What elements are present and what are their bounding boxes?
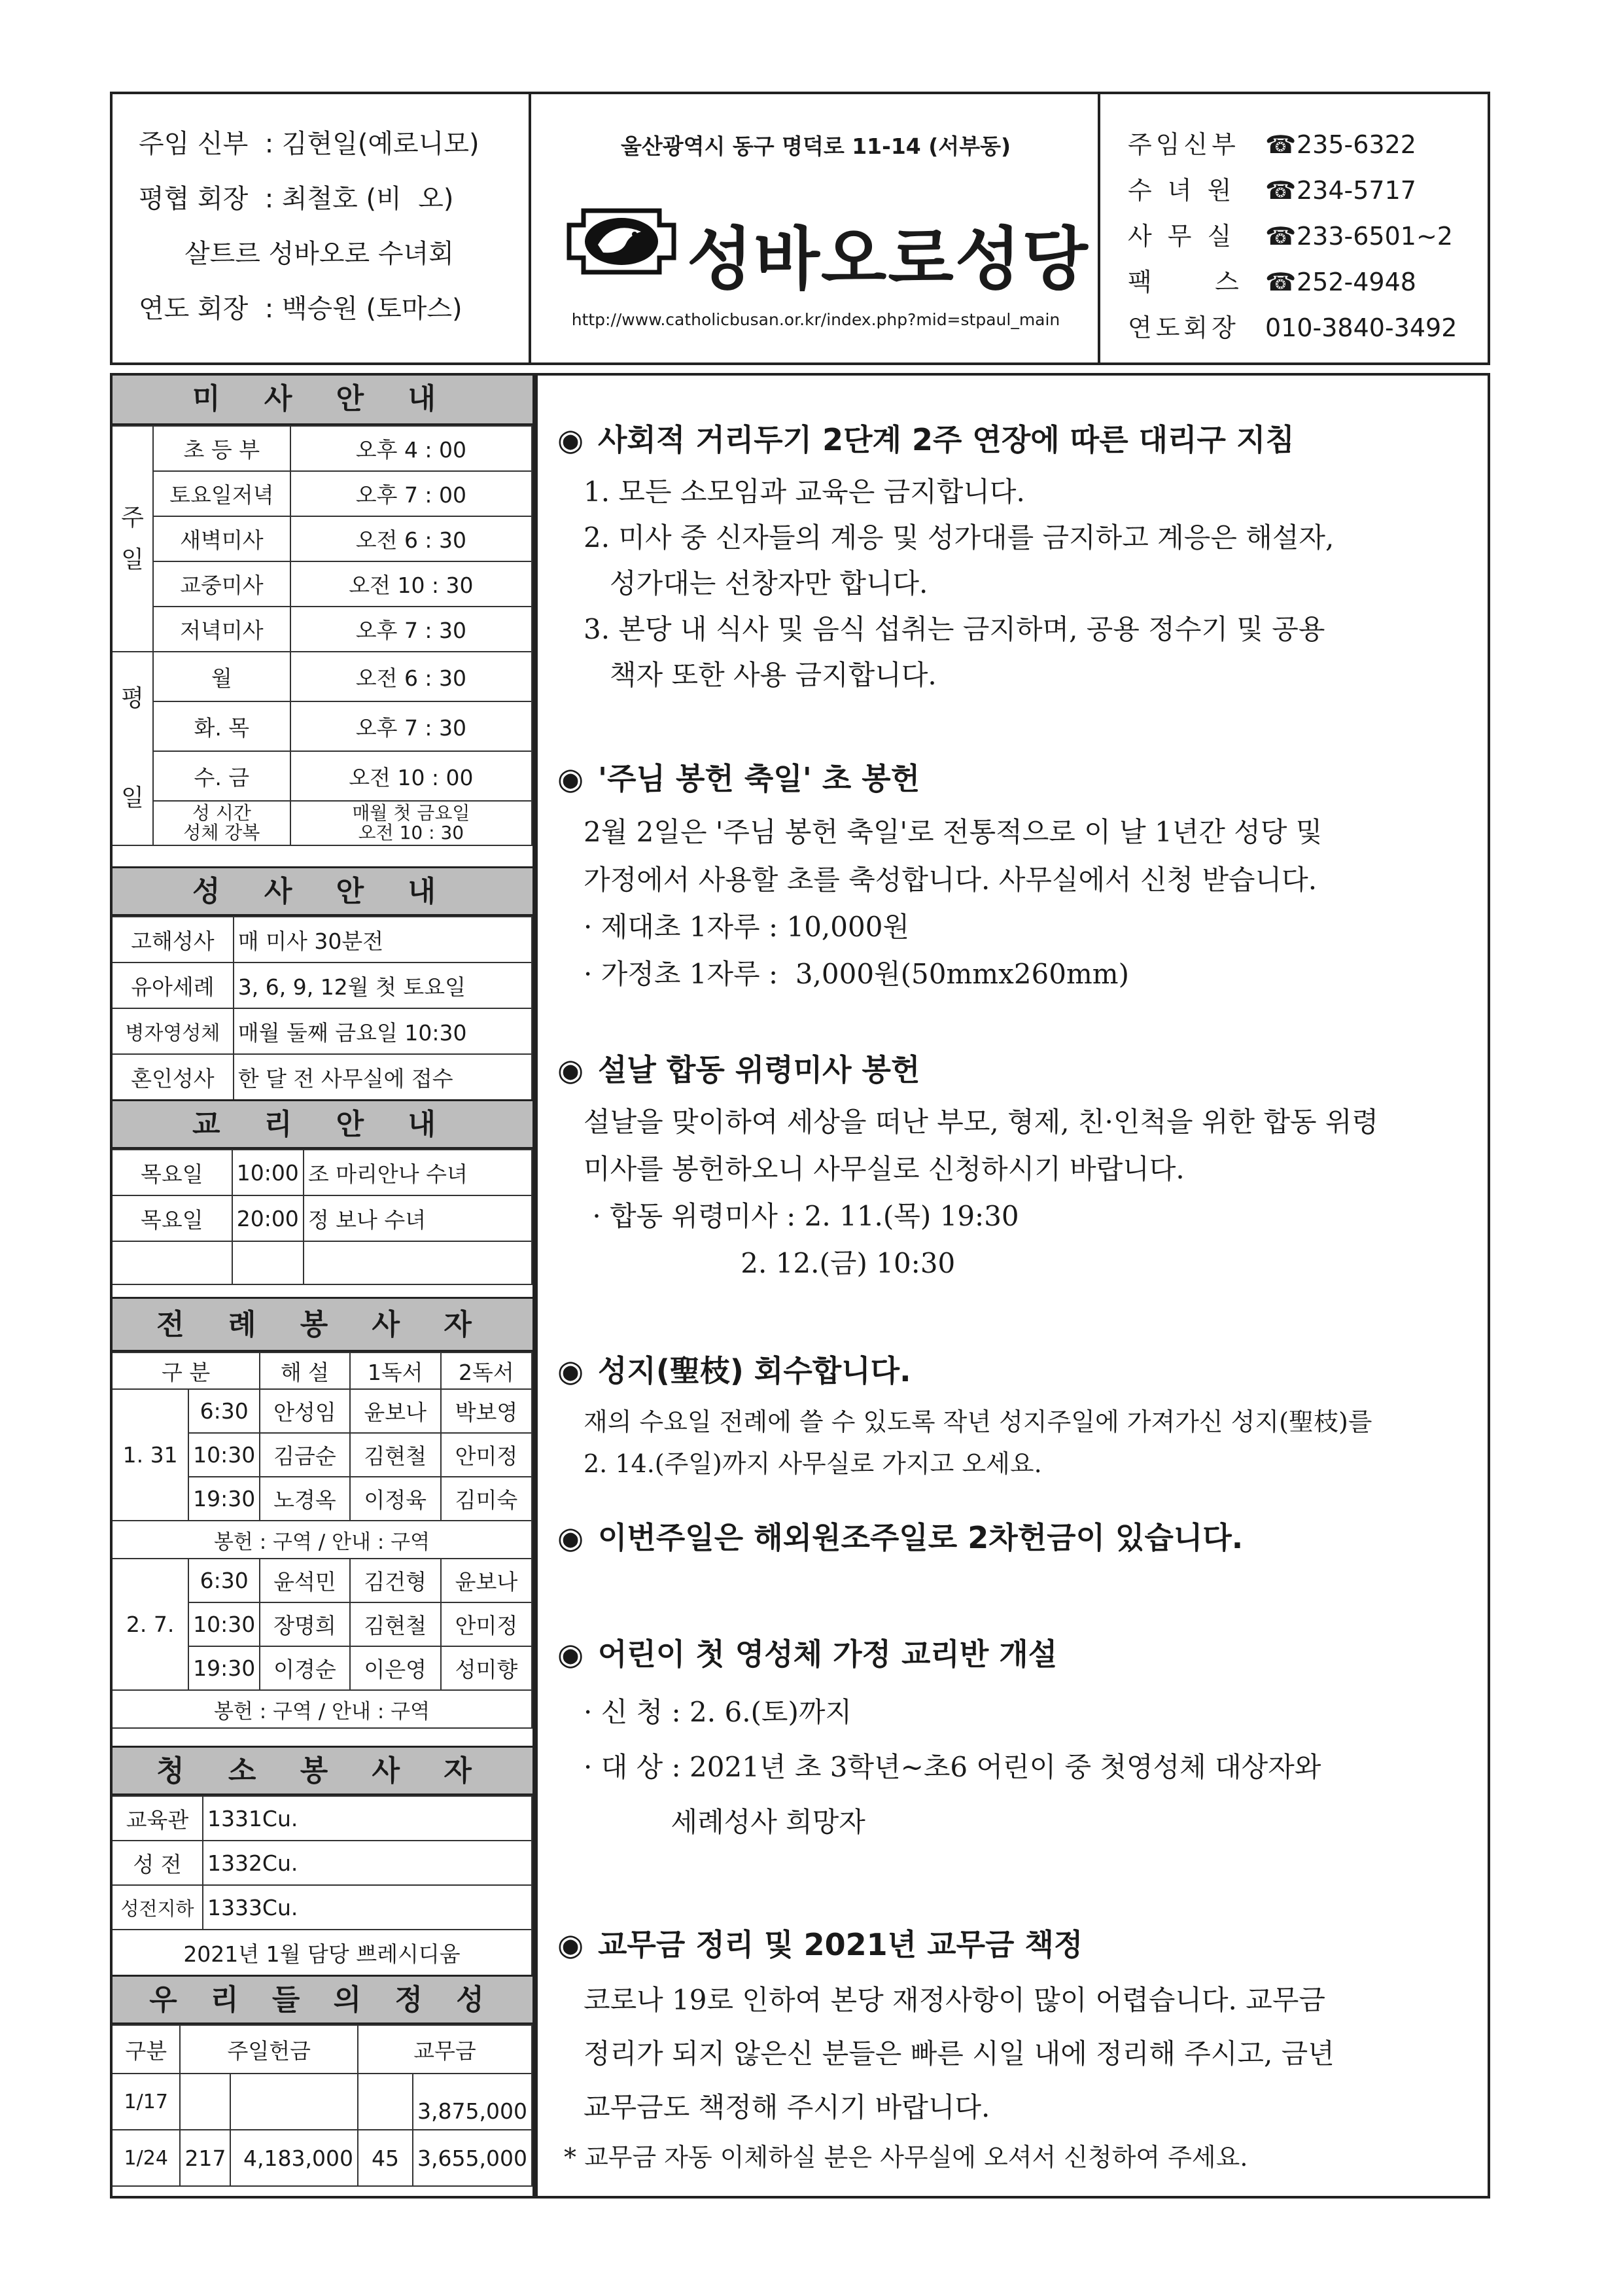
sacrament-info: 매 미사 30분전 bbox=[234, 917, 532, 963]
mass-name: 저녁미사 bbox=[153, 607, 290, 652]
bullet-icon: ◉ bbox=[557, 761, 584, 796]
contact-row bbox=[1128, 124, 1416, 160]
class-time: 20:00 bbox=[232, 1195, 304, 1241]
offerings-count bbox=[180, 2074, 230, 2130]
offerings-heading: 우 리 들 의 정 성 bbox=[113, 1975, 532, 2024]
mass-time: 오전 6 : 30 bbox=[290, 652, 532, 701]
liturgy-table bbox=[113, 1352, 532, 1729]
liturgy-date: 2. 7. bbox=[113, 1559, 188, 1690]
announcement-title bbox=[557, 1631, 1057, 1674]
announcement-title bbox=[557, 755, 920, 798]
liturgy-heading: 전 례 봉 사 자 bbox=[113, 1297, 532, 1352]
announcement-line: · 합동 위령미사 : 2. 11.(목) 19:30 bbox=[584, 1200, 1019, 1232]
adoration-name-1: 성 시간 bbox=[192, 802, 251, 824]
mass-time: 오후 7 : 30 bbox=[290, 607, 532, 652]
class-day: 목요일 bbox=[113, 1195, 232, 1241]
liturgy-person: 김현철 bbox=[350, 1433, 441, 1477]
contact-block bbox=[1100, 94, 1493, 362]
empty-cell bbox=[113, 1241, 232, 1284]
offerings-amount: 4,183,000 bbox=[230, 2130, 357, 2186]
offerings-count: 217 bbox=[180, 2130, 230, 2186]
catechism-table bbox=[113, 1149, 532, 1285]
contact-row bbox=[1128, 308, 1457, 344]
mass-name: 교중미사 bbox=[153, 561, 290, 607]
announcement-line: 책자 또한 사용 금지합니다. bbox=[584, 659, 937, 691]
offerings-amount bbox=[230, 2074, 357, 2130]
announcement-title bbox=[557, 1347, 911, 1390]
sacraments-table bbox=[113, 916, 532, 1101]
sunday-label: 주 일 bbox=[113, 426, 153, 652]
parish-logo-icon bbox=[564, 205, 679, 277]
announcement-title bbox=[557, 1514, 1243, 1557]
mass-schedule-table bbox=[113, 425, 532, 846]
cleaning-place: 성전지하 bbox=[113, 1885, 203, 1930]
sacrament-name: 유아세례 bbox=[113, 963, 234, 1008]
mass-time: 오후 7 : 00 bbox=[290, 471, 532, 516]
announcement-line: · 제대초 1자루 : 10,000원 bbox=[584, 911, 910, 943]
contact-row bbox=[1128, 170, 1416, 206]
cleaning-heading: 청 소 봉 사 자 bbox=[113, 1746, 532, 1795]
liturgy-col-header: 2독서 bbox=[441, 1352, 532, 1389]
empty-cell bbox=[232, 1241, 304, 1284]
liturgy-time: 19:30 bbox=[188, 1477, 260, 1521]
contact-label: 수 녀 원 bbox=[1128, 176, 1236, 205]
announcement-line: 교무금도 책정해 주시기 바랍니다. bbox=[584, 2091, 990, 2123]
liturgy-col-header: 구 분 bbox=[113, 1352, 260, 1389]
liturgy-person: 안미정 bbox=[441, 1602, 532, 1646]
announcement-title-text: 사회적 거리두기 2단계 2주 연장에 따른 대리구 지침 bbox=[598, 422, 1295, 457]
class-teacher: 조 마리안나 수녀 bbox=[304, 1150, 532, 1195]
contact-number: 010-3840-3492 bbox=[1265, 313, 1457, 342]
cleaning-table bbox=[113, 1795, 532, 1976]
contact-number: 234-5717 bbox=[1297, 176, 1416, 205]
mass-name: 토요일저녁 bbox=[153, 471, 290, 516]
announcement-line: 2. 14.(주일)까지 사무실로 가지고 오세요. bbox=[584, 1449, 1042, 1478]
announcement-line: 미사를 봉헌하오니 사무실로 신청하시기 바랍니다. bbox=[584, 1153, 1185, 1185]
class-day: 목요일 bbox=[113, 1150, 232, 1195]
cleaning-place: 성 전 bbox=[113, 1841, 203, 1885]
liturgy-person: 윤보나 bbox=[441, 1559, 532, 1602]
announcement-line: · 신 청 : 2. 6.(토)까지 bbox=[584, 1696, 852, 1728]
liturgy-person: 이은영 bbox=[350, 1646, 441, 1690]
announcements-panel bbox=[535, 373, 1490, 2199]
announcement-note: * 교무금 자동 이체하실 분은 사무실에 오셔서 신청하여 주세요. bbox=[564, 2143, 1248, 2172]
announcement-line: 코로나 19로 인하여 본당 재정사항이 많이 어렵습니다. 교무금 bbox=[584, 1984, 1325, 2016]
mass-schedule-heading: 미 사 안 내 bbox=[113, 376, 532, 425]
liturgy-person: 박보영 bbox=[441, 1389, 532, 1433]
liturgy-time: 10:30 bbox=[188, 1602, 260, 1646]
adoration-time-2: 오전 10 : 30 bbox=[358, 822, 464, 843]
bullet-icon: ◉ bbox=[557, 422, 584, 457]
liturgy-person: 안성임 bbox=[260, 1389, 349, 1433]
class-time: 10:00 bbox=[232, 1150, 304, 1195]
sacrament-info: 매월 둘째 금요일 10:30 bbox=[234, 1008, 532, 1054]
liturgy-person: 이경순 bbox=[260, 1646, 349, 1690]
offerings-col-header: 교무금 bbox=[358, 2025, 532, 2074]
bullet-icon: ◉ bbox=[557, 1353, 584, 1388]
bullet-icon: ◉ bbox=[557, 1636, 584, 1672]
bullet-icon: ◉ bbox=[557, 1052, 584, 1087]
announcement-title bbox=[557, 1046, 920, 1089]
announcement-line: 3. 본당 내 식사 및 음식 섭취는 금지하며, 공용 정수기 및 공용 bbox=[584, 613, 1325, 645]
bullet-icon: ◉ bbox=[557, 1520, 584, 1555]
announcement-title-text: 교무금 정리 및 2021년 교무금 책정 bbox=[598, 1927, 1083, 1962]
contact-label: 주임신부 bbox=[1128, 130, 1240, 159]
contact-row bbox=[1128, 262, 1416, 298]
mass-time: 오후 4 : 00 bbox=[290, 426, 532, 471]
liturgy-person: 성미향 bbox=[441, 1646, 532, 1690]
mass-name: 수. 금 bbox=[153, 751, 290, 801]
catechism-heading: 교 리 안 내 bbox=[113, 1099, 532, 1149]
announcement-line: 정리가 되지 않은신 분들은 빠른 시일 내에 정리해 주시고, 금년 bbox=[584, 2038, 1335, 2070]
announcement-title-text: 성지(聖枝) 회수합니다. bbox=[598, 1353, 911, 1388]
phone-icon: ☎ bbox=[1265, 222, 1297, 251]
liturgy-col-header: 해 설 bbox=[260, 1352, 349, 1389]
cleaning-group: 1333Cu. bbox=[203, 1885, 532, 1930]
mass-name: 초 등 부 bbox=[153, 426, 290, 471]
adoration-name bbox=[153, 801, 290, 845]
announcement-title-text: 어린이 첫 영성체 가정 교리반 개설 bbox=[598, 1636, 1058, 1672]
offerings-date: 1/24 bbox=[113, 2130, 180, 2186]
bullet-icon: ◉ bbox=[557, 1927, 584, 1962]
offerings-count bbox=[358, 2074, 413, 2130]
announcement-line: · 대 상 : 2021년 초 3학년~초6 어린이 중 첫영성체 대상자와 bbox=[584, 1751, 1321, 1783]
announcement-title bbox=[557, 1921, 1083, 1964]
announcement-line: 2월 2일은 '주님 봉헌 축일'로 전통적으로 이 날 1년간 성당 및 bbox=[584, 816, 1323, 848]
cleaning-footer: 2021년 1월 담당 쁘레시디움 bbox=[113, 1930, 532, 1975]
class-teacher: 정 보나 수녀 bbox=[304, 1195, 532, 1241]
liturgy-person: 노경옥 bbox=[260, 1477, 349, 1521]
liturgy-date: 1. 31 bbox=[113, 1389, 188, 1521]
sacrament-info: 3, 6, 9, 12월 첫 토요일 bbox=[234, 963, 532, 1008]
sacrament-name: 병자영성체 bbox=[113, 1008, 234, 1054]
announcement-line: 재의 수요일 전례에 쓸 수 있도록 작년 성지주일에 가져가신 성지(聖枝)를 bbox=[584, 1407, 1372, 1436]
liturgy-person: 윤석민 bbox=[260, 1559, 349, 1602]
announcement-title bbox=[557, 416, 1295, 459]
mass-name: 새벽미사 bbox=[153, 516, 290, 561]
announcement-line: 성가대는 선창자만 합니다. bbox=[584, 567, 928, 599]
mass-time: 오전 10 : 30 bbox=[290, 561, 532, 607]
staff-line: 평협 회장 : 최철호 (비 오) bbox=[139, 184, 454, 214]
liturgy-time: 10:30 bbox=[188, 1433, 260, 1477]
offerings-col-header: 주일헌금 bbox=[180, 2025, 357, 2074]
phone-icon: ☎ bbox=[1265, 130, 1297, 159]
liturgy-person: 김현철 bbox=[350, 1602, 441, 1646]
offerings-date: 1/17 bbox=[113, 2074, 180, 2130]
weekday-label: 평 일 bbox=[113, 652, 153, 845]
announcement-line: 설날을 맞이하여 세상을 떠난 부모, 형제, 친·인척을 위한 합동 위령 bbox=[584, 1106, 1379, 1138]
offerings-table bbox=[113, 2024, 532, 2187]
liturgy-time: 6:30 bbox=[188, 1389, 260, 1433]
announcement-line: 2. 미사 중 신자들의 계응 및 성가대를 금지하고 계응은 해설자, bbox=[584, 521, 1335, 554]
announcement-line: 세례성사 희망자 bbox=[584, 1806, 865, 1838]
adoration-time bbox=[290, 801, 532, 845]
announcement-title-text: '주님 봉헌 축일' 초 봉헌 bbox=[598, 761, 920, 796]
liturgy-person: 김미숙 bbox=[441, 1477, 532, 1521]
empty-cell bbox=[304, 1241, 532, 1284]
mass-time: 오후 7 : 30 bbox=[290, 701, 532, 751]
sacrament-info: 한 달 전 사무실에 접수 bbox=[234, 1054, 532, 1100]
liturgy-person: 안미정 bbox=[441, 1433, 532, 1477]
staff-line: 살트르 성바오로 수녀회 bbox=[184, 239, 454, 269]
announcement-line: 가정에서 사용할 초를 축성합니다. 사무실에서 신청 받습니다. bbox=[584, 864, 1318, 896]
contact-label: 연도회장 bbox=[1128, 313, 1240, 342]
adoration-name-2: 성체 강복 bbox=[183, 822, 260, 843]
announcement-line: 2. 12.(금) 10:30 bbox=[584, 1247, 956, 1279]
liturgy-footer: 봉헌 : 구역 / 안내 : 구역 bbox=[113, 1521, 532, 1559]
announcement-title-text: 설날 합동 위령미사 봉헌 bbox=[598, 1052, 920, 1087]
cleaning-group: 1332Cu. bbox=[203, 1841, 532, 1885]
liturgy-time: 19:30 bbox=[188, 1646, 260, 1690]
parish-url-link[interactable]: http://www.catholicbusan.or.kr/index.php?mid=stpaul_main bbox=[571, 310, 1060, 329]
contact-number: 252-4948 bbox=[1297, 268, 1416, 296]
liturgy-footer: 봉헌 : 구역 / 안내 : 구역 bbox=[113, 1690, 532, 1728]
adoration-time-1: 매월 첫 금요일 bbox=[352, 802, 470, 824]
staff-line: 주임 신부 : 김현일(예로니모) bbox=[139, 129, 480, 159]
offerings-amount: 3,655,000 bbox=[413, 2130, 532, 2186]
mass-time: 오전 6 : 30 bbox=[290, 516, 532, 561]
sacrament-name: 고해성사 bbox=[113, 917, 234, 963]
announcement-line: · 가정초 1자루 : 3,000원(50mmx260mm) bbox=[584, 958, 1130, 990]
cleaning-place: 교육관 bbox=[113, 1796, 203, 1841]
staff-line: 연도 회장 : 백승원 (토마스) bbox=[139, 294, 462, 324]
sidebar bbox=[110, 373, 535, 2199]
phone-icon: ☎ bbox=[1265, 268, 1297, 296]
contact-label: 사 무 실 bbox=[1128, 222, 1236, 251]
mass-name: 화. 목 bbox=[153, 701, 290, 751]
liturgy-person: 윤보나 bbox=[350, 1389, 441, 1433]
sacraments-heading: 성 사 안 내 bbox=[113, 866, 532, 916]
contact-number: 235-6322 bbox=[1297, 130, 1416, 159]
cleaning-group: 1331Cu. bbox=[203, 1796, 532, 1841]
liturgy-col-header: 1독서 bbox=[350, 1352, 441, 1389]
bulletin-header bbox=[110, 92, 1490, 365]
mass-name: 월 bbox=[153, 652, 290, 701]
contact-row bbox=[1128, 216, 1453, 252]
contact-number: 233-6501~2 bbox=[1297, 222, 1453, 251]
liturgy-person: 이정육 bbox=[350, 1477, 441, 1521]
phone-icon: ☎ bbox=[1265, 176, 1297, 205]
offerings-col-header: 구분 bbox=[113, 2025, 180, 2074]
offerings-count: 45 bbox=[358, 2130, 413, 2186]
pastoral-staff-block bbox=[113, 94, 531, 362]
announcement-title-text: 이번주일은 해외원조주일로 2차헌금이 있습니다. bbox=[598, 1520, 1244, 1555]
parish-name: 성바오로성당 bbox=[687, 219, 1089, 299]
parish-address: 울산광역시 동구 명덕로 11-14 (서부동) bbox=[620, 133, 1011, 159]
offerings-amount: 3,875,000 bbox=[413, 2074, 532, 2130]
liturgy-person: 김금순 bbox=[260, 1433, 349, 1477]
contact-label: 팩 스 bbox=[1128, 268, 1243, 296]
liturgy-person: 장명희 bbox=[260, 1602, 349, 1646]
liturgy-time: 6:30 bbox=[188, 1559, 260, 1602]
sacrament-name: 혼인성사 bbox=[113, 1054, 234, 1100]
mass-time: 오전 10 : 00 bbox=[290, 751, 532, 801]
announcement-line: 1. 모든 소모임과 교육은 금지합니다. bbox=[584, 476, 1025, 508]
liturgy-person: 김건형 bbox=[350, 1559, 441, 1602]
parish-title-block bbox=[531, 94, 1100, 362]
